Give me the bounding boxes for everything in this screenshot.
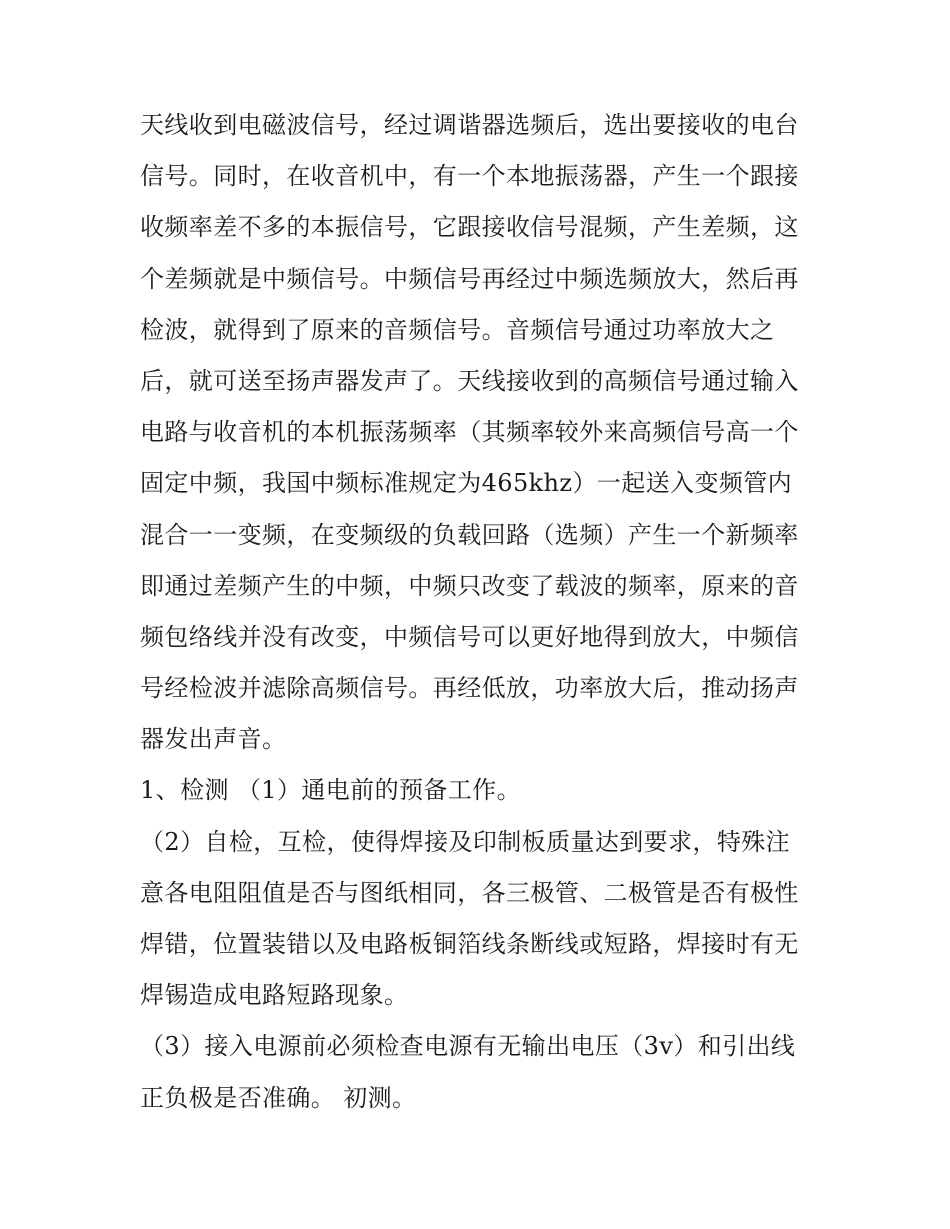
text-line: 收频率差不多的本振信号，它跟接收信号混频，产生差频，这	[140, 213, 799, 242]
text-line: （3）接入电源前必须检查电源有无输出电压（3v）和引出线	[140, 1032, 796, 1061]
text-line: 焊锡造成电路短路现象。	[140, 981, 409, 1010]
text-line: 天线收到电磁波信号，经过调谐器选频后，选出要接收的电台	[140, 111, 799, 139]
text-line: 混合一一变频，在变频级的负载回路（选频）产生一个新频率	[140, 520, 799, 549]
text-line: 信号。同时，在收音机中，有一个本地振荡器，产生一个跟接	[140, 162, 799, 191]
text-line: 频包络线并没有改变，中频信号可以更好地得到放大，中频信	[140, 622, 799, 651]
text-line: 焊错，位置装错以及电路板铜箔线条断线或短路，焊接时有无	[140, 930, 799, 958]
text-line: 器发出声音。	[140, 725, 287, 754]
text-line: 号经检波并滤除高频信号。再经低放，功率放大后，推动扬声	[140, 674, 799, 703]
text-line: 即通过差频产生的中频，中频只改变了载波的频率，原来的音	[140, 571, 799, 600]
text-line: （2）自检，互检，使得焊接及印制板质量达到要求，特殊注	[140, 827, 791, 856]
text-line: 后，就可送至扬声器发声了。天线接收到的高频信号通过输入	[140, 366, 799, 395]
section-heading: 1、检测 （1）通电前的预备工作。	[140, 776, 521, 805]
body-text	[140, 100, 830, 1124]
text-line: 个差频就是中频信号。中频信号再经过中频选频放大，然后再	[140, 264, 799, 293]
text-line: 电路与收音机的本机振荡频率（其频率较外来高频信号高一个	[140, 418, 799, 447]
text-line: 检波，就得到了原来的音频信号。音频信号通过功率放大之	[140, 315, 775, 344]
text-line: 固定中频，我国中频标准规定为465khz）一起送入变频管内	[140, 469, 793, 498]
text-line: 正负极是否准确。 初测。	[140, 1083, 417, 1112]
text-line: 意各电阻阻值是否与图纸相同，各三极管、二极管是否有极性	[140, 878, 799, 907]
